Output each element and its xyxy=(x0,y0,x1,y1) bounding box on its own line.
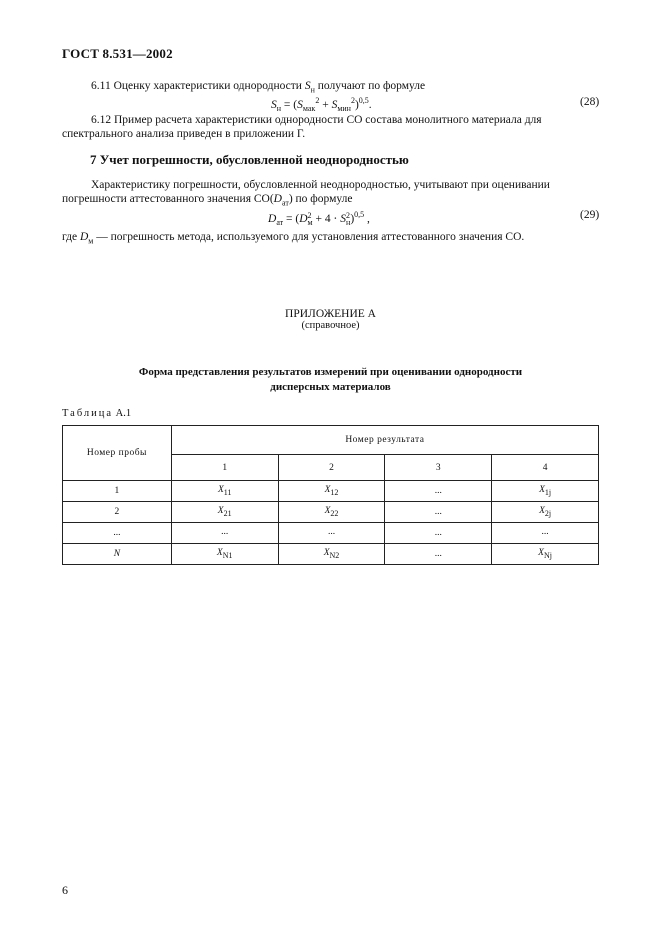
eq28-dot: . xyxy=(368,98,372,111)
eq29-plus4: + 4 ⋅ xyxy=(312,212,341,225)
table-cell: $X_{22}$ xyxy=(278,502,385,523)
section-7-line2 xyxy=(62,192,352,210)
header-col-3: 3 xyxy=(385,455,492,481)
section-7-title: 7 Учет погрешности, обусловленной неоднородностью xyxy=(90,152,409,167)
where-clause xyxy=(62,230,524,248)
where-prefix: где xyxy=(62,231,80,243)
results-table xyxy=(62,425,599,565)
p611-prefix: 6.11 Оценку характеристики однородности xyxy=(91,80,305,92)
row-id: N xyxy=(63,544,172,565)
document-header: ГОСТ 8.531—2002 xyxy=(62,46,173,61)
eq28-pow: 0,5 xyxy=(358,96,369,105)
p7-sub: ат xyxy=(281,198,289,208)
eq28-close: ) xyxy=(354,98,359,111)
table-cell: ... xyxy=(385,544,492,565)
table-cell: $X_{12}$ xyxy=(278,481,385,502)
table-row xyxy=(63,481,599,502)
p611-sub: н xyxy=(310,85,315,95)
where-sub: м xyxy=(88,236,94,246)
table-cell: $X_{1j}$ xyxy=(492,481,599,502)
table-row xyxy=(63,523,599,544)
eq28-sup-a: 2 xyxy=(315,96,320,105)
eq29-pow: 0,5 xyxy=(354,210,365,219)
header-col-1: 1 xyxy=(171,455,278,481)
table-cell: ... xyxy=(171,523,278,544)
table-cell: $X_{N1}$ xyxy=(171,544,278,565)
eq28-S: S xyxy=(271,98,277,111)
p7-suffix: ) по формуле xyxy=(288,193,353,205)
header-result-number: Номер результата xyxy=(171,426,598,455)
eq28-S-mak: S xyxy=(297,98,303,111)
equation-number-28: (28) xyxy=(580,96,600,108)
form-title-line2: дисперсных материалов xyxy=(270,381,391,393)
p611-S: S xyxy=(304,80,311,92)
row-id: 1 xyxy=(63,481,172,502)
paragraph-6-12-line1: 6.12 Пример расчета характеристики однородности СО состава монолитного материала для xyxy=(91,114,542,126)
eq29-D2: D xyxy=(299,212,308,225)
eq28-sub-mak: мак xyxy=(302,104,316,114)
formula-29 xyxy=(268,210,370,227)
eq28-sub-n: н xyxy=(276,104,282,114)
eq29-close: ) xyxy=(350,212,355,225)
header-sample-number: Номер пробы xyxy=(63,426,172,481)
header-col-4: 4 xyxy=(492,455,599,481)
table-cell: ... xyxy=(385,502,492,523)
eq29-open: = ( xyxy=(283,212,300,225)
eq29-sup-a: 2 xyxy=(307,211,312,221)
form-title-line1: Форма представления результатов измерений при оценивании однородности xyxy=(138,366,523,378)
formula-28 xyxy=(271,96,372,113)
eq29-comma: , xyxy=(364,212,370,225)
section-7-line1: Характеристику погрешности, обусловленной неоднородностью, учитывают при оценивании xyxy=(91,179,550,191)
appendix-title: ПРИЛОЖЕНИЕ А xyxy=(285,308,376,320)
paragraph-6-11 xyxy=(91,79,425,97)
table-caption-prefix: Таблица xyxy=(62,408,114,419)
p7-prefix: погрешности аттестованного значения СО( xyxy=(62,193,274,205)
where-suffix: — погрешность метода, используемого для установления аттестованного значения СО. xyxy=(93,231,525,243)
row-id: 2 xyxy=(63,502,172,523)
table-row xyxy=(63,544,599,565)
eq28-S-min: S xyxy=(331,98,338,111)
eq29-D: D xyxy=(268,212,277,225)
eq28-open: = ( xyxy=(281,98,298,111)
p7-D: D xyxy=(273,193,282,205)
eq28-sub-min: мин xyxy=(337,104,351,114)
eq28-sup-b: 2 xyxy=(350,96,355,105)
table-cell: $X_{N2}$ xyxy=(278,544,385,565)
page-number: 6 xyxy=(62,883,68,897)
table-cell: ... xyxy=(385,523,492,544)
table-cell: ... xyxy=(385,481,492,502)
table-row xyxy=(63,502,599,523)
eq29-sub-at: ат xyxy=(276,218,284,228)
eq29-S: S xyxy=(340,212,347,225)
table-cell: ... xyxy=(278,523,385,544)
eq28-plus: + xyxy=(319,98,332,111)
row-id: ... xyxy=(63,523,172,544)
eq29-sup-b: 2 xyxy=(346,211,351,221)
table-cell: $X_{2j}$ xyxy=(492,502,599,523)
header-col-2: 2 xyxy=(278,455,385,481)
p611-suffix: получают по формуле xyxy=(314,80,426,92)
equation-number-29: (29) xyxy=(580,209,600,221)
eq29-sub-n: н xyxy=(346,218,351,228)
eq29-sub-m: м xyxy=(307,218,313,228)
table-cell: ... xyxy=(492,523,599,544)
table-caption xyxy=(62,408,131,419)
table-caption-id: А.1 xyxy=(113,408,132,419)
paragraph-6-12-line2: спектрального анализа приведен в приложении Г. xyxy=(62,128,306,140)
table-cell: $X_{11}$ xyxy=(171,481,278,502)
appendix-subtitle: (справочное) xyxy=(301,320,360,331)
table-cell: $X_{Nj}$ xyxy=(492,544,599,565)
table-cell: $X_{21}$ xyxy=(171,502,278,523)
where-D: D xyxy=(79,231,89,243)
